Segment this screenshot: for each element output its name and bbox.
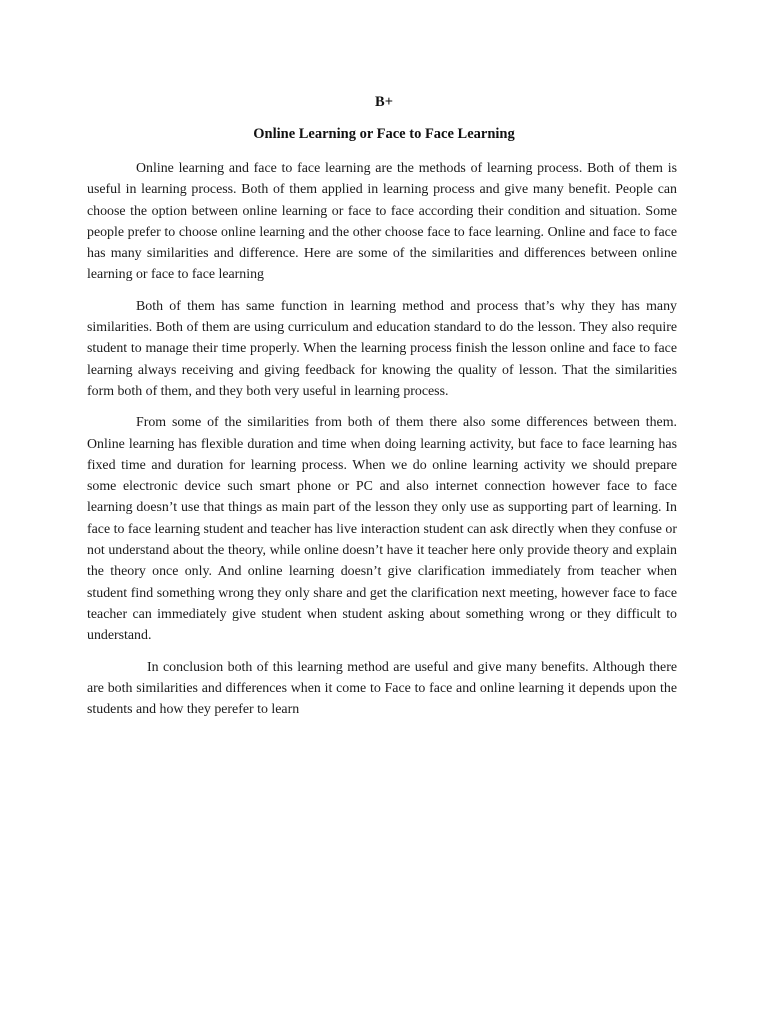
essay-body xyxy=(87,158,677,730)
essay-title: Online Learning or Face to Face Learning xyxy=(253,126,515,142)
paragraph-conclusion: In conclusion both of this learning method are useful and give many benefits. Although there are both similarities and differences when it come to Face to face and online learning it depends upon the students and how they perefer to learn xyxy=(87,659,677,718)
paragraph-differences: From some of the similarities from both of them there also some differences between them. Online learning has flexible duration and time when doing learning activity, but face to face learning has fixed time and duration for learning process. When we do online learning activity we should prepare some electronic device such smart phone or PC and also internet connection however face to face learning doesn’t use that things as main part of the lesson they only use as supporting part of learning. In face to face learning student and teacher has live interaction student can ask directly when they confuse or not understand about the theory, while online doesn’t have it teacher here only provide theory and explain the theory once only. And online learning doesn’t give clarification immediately from teacher when student find something wrong they only share and get the clarification next meeting, however face to face teacher can immediately give student when student asking about something wrong or they difficult to understand. xyxy=(87,415,677,644)
paragraph-introduction: Online learning and face to face learning are the methods of learning process. Both of them is useful in learning process. Both of them applied in learning process and give many benefit. People can choose the option between online learning or face to face according their condition and situation. Some people prefer to choose online learning and the other choose face to face learning. Online and face to face has many similarities and difference. Here are some of the similarities and differences between online learning or face to face learning xyxy=(87,161,677,283)
paragraph-similarities: Both of them has same function in learning method and process that’s why they has many similarities. Both of them are using curriculum and education standard to do the lesson. They also require student to manage their time properly. When the learning process finish the lesson online and face to face learning always receiving and giving feedback for knowing the quality of lesson. That the similarities form both of them, and they both very useful in learning process. xyxy=(87,298,677,399)
grade-label: B+ xyxy=(375,94,393,110)
